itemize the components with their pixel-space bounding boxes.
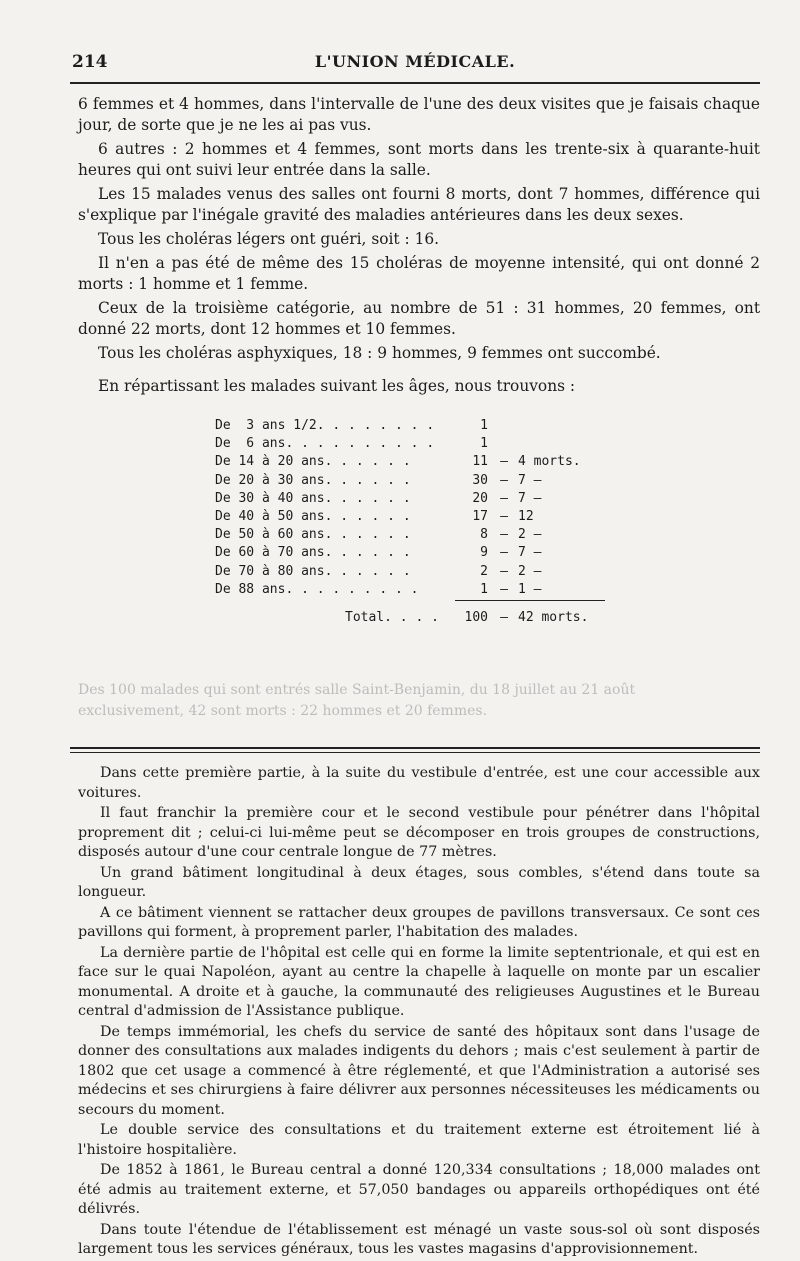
deaths-count: 7 — [518, 472, 542, 488]
dash: — [500, 490, 508, 506]
table-row [215, 454, 635, 472]
age-label: De 60 à 70 ans. . . . . . [215, 545, 411, 561]
section-rule [70, 752, 760, 753]
age-label: De 30 à 40 ans. . . . . . [215, 490, 411, 506]
deaths-count: 7 — [518, 490, 542, 506]
dash: — [500, 508, 508, 524]
faint-bleed-through-text [78, 680, 760, 722]
cases-count: 30 [472, 472, 488, 488]
dash: — [500, 454, 508, 470]
table-intro: En répartissant les malades suivant les âges, nous trouvons : [98, 377, 576, 395]
paragraph: Il n'en a pas été de même des 15 choléras de moyenne intensité, qui ont donné 2 morts : 1 homme et 1 femme. [78, 254, 760, 293]
lower-text-block [78, 764, 760, 1261]
header-rule [70, 82, 760, 84]
table-row [215, 564, 635, 582]
upper-text-block [78, 94, 760, 367]
section-rule [70, 747, 760, 749]
dash: — [500, 610, 508, 625]
paragraph: De 1852 à 1861, le Bureau central a donné 120,334 consultations ; 18,000 malades ont été admis au traitement externe, et 57,050 bandages ou appareils orthopédiques ont été délivrés. [78, 1162, 760, 1217]
table-row [215, 436, 635, 454]
total-row [345, 610, 645, 628]
paragraph: Ceux de la troisième catégorie, au nombre de 51 : 31 hommes, 20 femmes, ont donné 22 morts, dont 12 hommes et 10 femmes. [78, 299, 760, 338]
dash: — [500, 545, 508, 561]
dash: — [500, 563, 508, 579]
paragraph: Tous les choléras légers ont guéri, soit : 16. [98, 230, 440, 248]
cases-count: 11 [472, 454, 488, 470]
age-label: De 70 à 80 ans. . . . . . [215, 563, 411, 579]
total-rule [455, 600, 605, 601]
deaths-count: 2 — [518, 563, 542, 579]
paragraph: Tous les choléras asphyxiques, 18 : 9 hommes, 9 femmes ont succombé. [98, 344, 661, 362]
dash: — [500, 472, 508, 488]
cases-count: 17 [472, 508, 488, 524]
deaths-count: 2 — [518, 527, 542, 543]
table-row [215, 582, 635, 600]
table-row [215, 473, 635, 491]
running-title: L'UNION MÉDICALE. [314, 52, 516, 71]
table-row [215, 509, 635, 527]
cases-count: 1 [480, 436, 488, 452]
deaths-count: 1 — [518, 581, 542, 597]
page-header [70, 50, 760, 80]
faint-line: exclusivement, 42 sont morts : 22 hommes et 20 femmes. [78, 703, 488, 719]
cases-count: 20 [472, 490, 488, 506]
total-label: Total. . . . [345, 610, 439, 625]
paragraph: A ce bâtiment viennent se rattacher deux groupes de pavillons transversaux. Ce sont ces pavillons qui forment, à proprement parler, l'habitation des malades. [78, 904, 760, 940]
paragraph: Un grand bâtiment longitudinal à deux étages, sous combles, s'étend dans toute sa longueur. [78, 864, 760, 900]
paragraph: Les 15 malades venus des salles ont fourni 8 morts, dont 7 hommes, différence qui s'explique par l'inégale gravité des maladies antérieures dans les deux sexes. [78, 185, 760, 224]
table-row [215, 527, 635, 545]
cases-count: 8 [480, 527, 488, 543]
age-label: De 50 à 60 ans. . . . . . [215, 527, 411, 543]
paragraph: De temps immémorial, les chefs du service de santé des hôpitaux sont dans l'usage de donner des consultations aux malades indigents du dehors ; mais c'est seulement à partir de 1802 que cet usage a commencé à être réglementé, et que l'Administration a autorisé ses médecins et ses chirurgiens à faire délivrer aux personnes nécessiteuses les médicaments ou secours du moment. [78, 1023, 760, 1118]
cases-count: 1 [480, 418, 488, 433]
age-label: De 14 à 20 ans. . . . . . [215, 454, 411, 470]
paragraph: Dans cette première partie, à la suite du vestibule d'entrée, est une cour accessible aux voitures. [78, 765, 760, 801]
cases-count: 9 [480, 545, 488, 561]
paragraph: Le double service des consultations et du traitement externe est étroitement lié à l'histoire hospitalière. [78, 1122, 760, 1158]
deaths-count: 4 morts. [518, 454, 581, 470]
paragraph: 6 femmes et 4 hommes, dans l'intervalle de l'une des deux visites que je faisais chaque jour, de sorte que je ne les ai pas vus. [78, 95, 760, 134]
paragraph: Il faut franchir la première cour et le second vestibule pour pénétrer dans l'hôpital proprement dit ; celui-ci lui-même peut se décomposer en trois groupes de constructions, disposés autour d'une cour centrale longue de 77 mètres. [78, 805, 760, 860]
age-label: De 40 à 50 ans. . . . . . [215, 508, 411, 524]
dash: — [500, 581, 508, 597]
age-table [215, 418, 635, 625]
deaths-count: 7 — [518, 545, 542, 561]
dash: — [500, 527, 508, 543]
table-row [215, 545, 635, 563]
cases-count: 2 [480, 563, 488, 579]
paragraph: 6 autres : 2 hommes et 4 femmes, sont morts dans les trente-six à quarante-huit heures qui ont suivi leur entrée dans la salle. [78, 140, 760, 179]
total-cases: 100 [464, 610, 488, 625]
cases-count: 1 [480, 581, 488, 597]
table-row [215, 418, 635, 436]
page-number: 214 [72, 52, 108, 72]
age-label: De 20 à 30 ans. . . . . . [215, 472, 411, 488]
age-label: De 3 ans 1/2. . . . . . . . [215, 418, 435, 433]
table-row [215, 491, 635, 509]
faint-line: Des 100 malades qui sont entrés salle Saint-Benjamin, du 18 juillet au 21 août [78, 682, 636, 698]
deaths-count: 12 [518, 508, 534, 524]
age-label: De 88 ans. . . . . . . . . [215, 581, 419, 597]
paragraph: Dans toute l'étendue de l'établissement est ménagé un vaste sous-sol où sont disposés largement tous les services généraux, tous les vastes magasins d'approvisionnement. [78, 1221, 760, 1257]
total-deaths: 42 morts. [518, 610, 589, 625]
paragraph: La dernière partie de l'hôpital est celle qui en forme la limite septentrionale, et qui est en face sur le quai Napoléon, ayant au centre la chapelle à laquelle on monte par un escalier monumental. A droite et à gauche, la communauté des religieuses Augustines et le Bureau central d'admission de l'Assistance publique. [78, 944, 760, 1019]
age-label: De 6 ans. . . . . . . . . . [215, 436, 435, 452]
